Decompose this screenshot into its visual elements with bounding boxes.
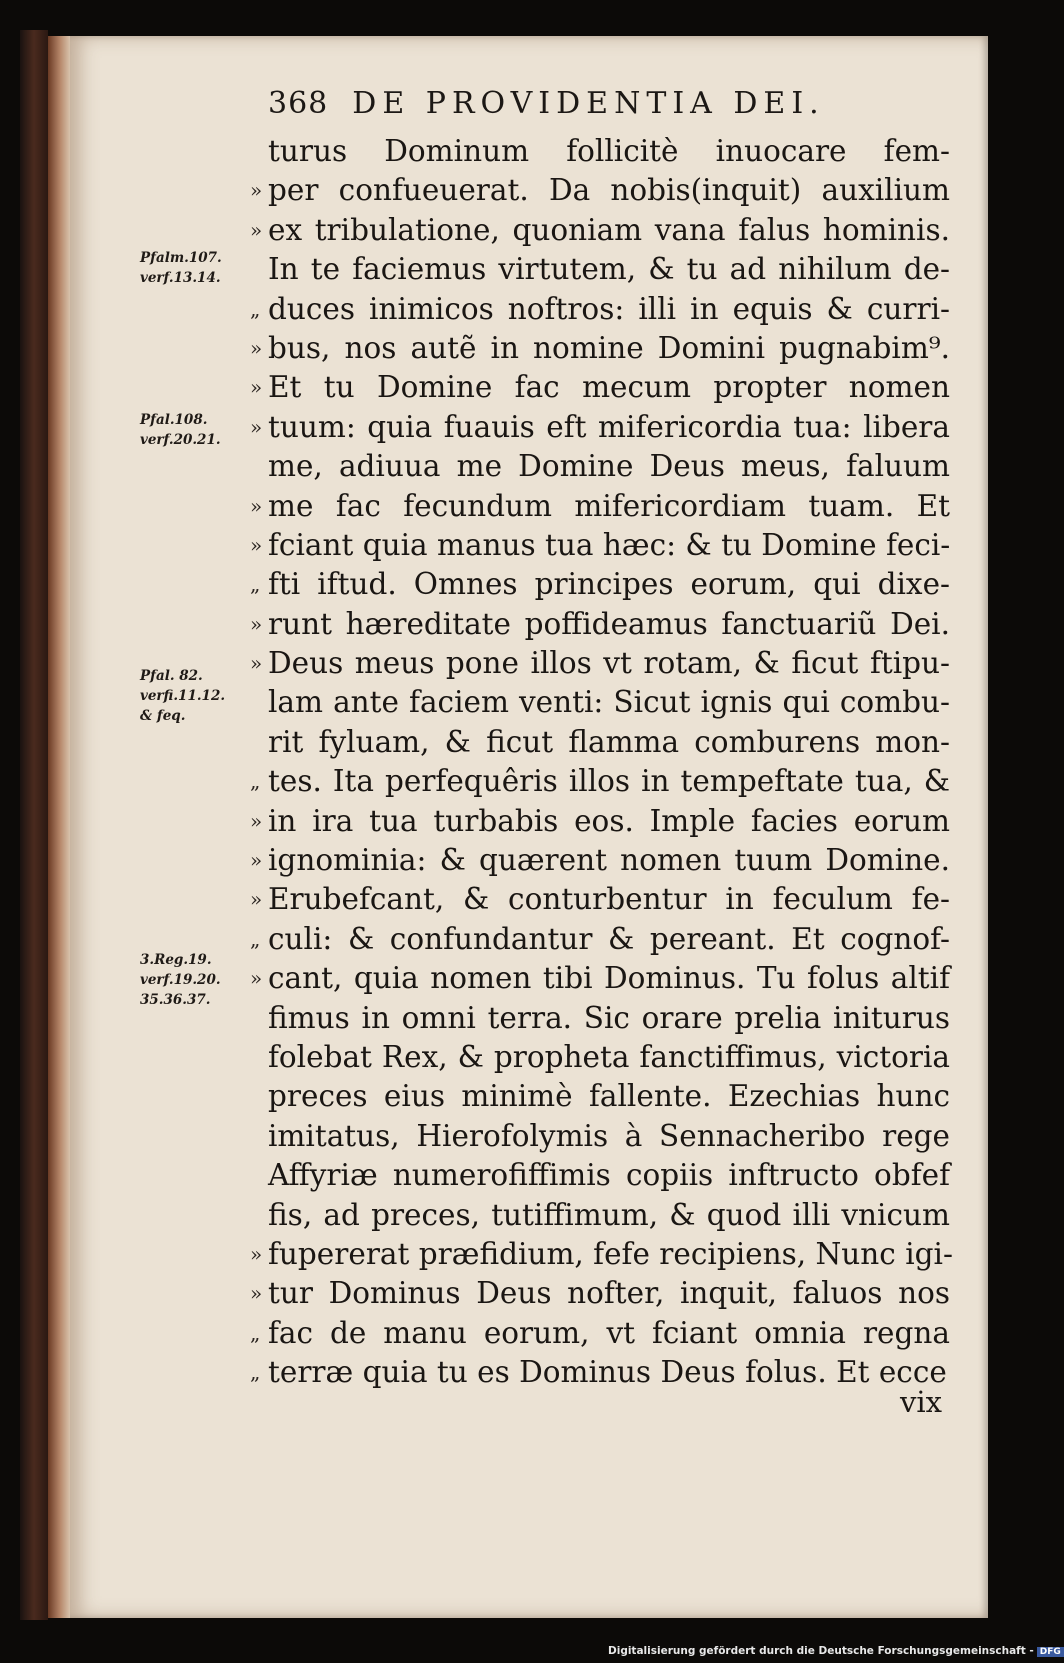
text-line [250, 644, 950, 683]
quotation-mark: „ [250, 1360, 261, 1385]
quotation-mark: » [250, 532, 263, 557]
quotation-mark: » [250, 808, 263, 833]
text-line [270, 683, 950, 722]
marginal-note: Pfalm.107. verf.13.14. [140, 250, 222, 286]
text-line [250, 841, 950, 880]
text-line [250, 1353, 950, 1392]
quotation-mark: „ [250, 296, 261, 321]
marginal-note: 3.Reg.19. verf.19.20. 35.36.37. [140, 952, 221, 1008]
quotation-mark: » [250, 1281, 263, 1306]
quotation-mark: » [250, 178, 263, 203]
text-line [250, 802, 950, 841]
quotation-mark: » [250, 887, 263, 912]
quotation-mark: » [250, 651, 263, 676]
page-number: 368 [268, 86, 329, 121]
line-text: per confueuerat. Da nobis(inquit) auxilium [268, 173, 950, 208]
line-text: preces eius minimè fallente. Ezechias hunc [268, 1079, 950, 1114]
quotation-mark: „ [250, 1320, 261, 1345]
quotation-mark: » [250, 217, 263, 242]
line-text: fac de manu eorum, vt fciant omnia regna [268, 1315, 950, 1350]
quotation-mark: » [250, 848, 263, 873]
text-line [270, 999, 950, 1038]
text-line [250, 1235, 953, 1274]
line-text: culi: & confundantur & pereant. Et cognof- [268, 921, 950, 956]
line-text: rit fyluam, & ficut flamma comburens mon- [268, 724, 950, 759]
line-text: Affyriæ numerofiffimis copiis inftructo obfef [268, 1158, 950, 1193]
text-line [250, 1274, 950, 1313]
text-line [250, 920, 950, 959]
quotation-mark: „ [250, 769, 261, 794]
marginal-note: Pfal. 82. verfi.11.12. & feq. [140, 668, 226, 724]
quotation-mark: » [250, 493, 263, 518]
text-line [250, 880, 950, 919]
line-text: fciant quia manus tua hæc: & tu Domine feci- [268, 527, 951, 562]
line-text: fimus in omni terra. Sic orare prelia initurus [268, 1000, 950, 1035]
line-text: in ira tua turbabis eos. Imple facies eorum [268, 803, 950, 838]
line-text: duces inimicos noftros: illi in equis & curri- [268, 291, 950, 326]
credit-text: Digitalisierung gefördert durch die Deutsche Forschungsgemeinschaft - [608, 1645, 1034, 1657]
text-line [270, 447, 950, 486]
text-line [250, 762, 950, 801]
catchword: vix [900, 1385, 943, 1419]
quotation-mark: » [250, 611, 263, 636]
text-line [250, 171, 950, 210]
quotation-mark: » [250, 375, 263, 400]
text-line [270, 132, 950, 171]
text-line [250, 290, 950, 329]
quotation-mark: » [250, 1241, 263, 1266]
text-line [250, 959, 950, 998]
text-line [270, 1196, 950, 1235]
line-text: Erubefcant, & conturbentur in feculum fe- [268, 882, 950, 917]
line-text: runt hæreditate poffideamus fanctuariũ Dei. [268, 606, 950, 641]
line-text: cant, quia nomen tibi Dominus. Tu folus altif [268, 961, 950, 996]
line-text: In te faciemus virtutem, & tu ad nihilum de- [268, 252, 950, 287]
quotation-mark: » [250, 335, 263, 360]
text-line [270, 250, 950, 289]
digitization-credit [608, 1645, 1061, 1657]
text-line [250, 211, 950, 250]
running-head [268, 86, 868, 126]
text-line [270, 1156, 950, 1195]
text-line [270, 1077, 950, 1116]
line-text: tuum: quia fuauis eft mifericordia tua: libera [268, 409, 950, 444]
quotation-mark: „ [250, 572, 261, 597]
text-line [250, 368, 950, 407]
text-line [250, 565, 950, 604]
line-text: lam ante faciem venti: Sicut ignis qui combu- [268, 685, 950, 720]
text-line [250, 1314, 950, 1353]
text-line [250, 487, 950, 526]
line-text: fti iftud. Omnes principes eorum, qui dixe- [268, 567, 950, 602]
text-line [270, 1038, 950, 1077]
line-text: Et tu Domine fac mecum propter nomen [268, 370, 950, 405]
running-title: DE PROVIDENTIA DEI. [352, 86, 825, 121]
line-text: ignominia: & quærent nomen tuum Domine. [268, 843, 950, 878]
line-text: me fac fecundum mifericordiam tuam. Et [268, 488, 950, 523]
line-text: fis, ad preces, tutiffimum, & quod illi vnicum [268, 1197, 950, 1232]
line-text: tur Dominus Deus nofter, inquit, faluos nos [268, 1276, 950, 1311]
line-text: folebat Rex, & propheta fanctiffimus, victoria [268, 1039, 950, 1074]
quotation-mark: » [250, 966, 263, 991]
dfg-logo: DFG [1037, 1647, 1064, 1657]
text-line [270, 723, 950, 762]
marginal-note: Pfal.108. verf.20.21. [140, 412, 221, 448]
book-spine [20, 30, 48, 1620]
text-line [250, 329, 950, 368]
text-line [250, 605, 950, 644]
line-text: imitatus, Hierofolymis à Sennacheribo rege [268, 1118, 950, 1153]
line-text: me, adiuua me Domine Deus meus, faluum [268, 449, 950, 484]
text-line [250, 408, 950, 447]
page-gutter-edge [48, 36, 70, 1618]
line-text: ex tribulatione, quoniam vana falus hominis. [268, 212, 950, 247]
text-line [250, 526, 951, 565]
quotation-mark: „ [250, 926, 261, 951]
line-text: terræ quia tu es Dominus Deus folus. Et ecce [268, 1355, 947, 1390]
line-text: fupererat præfidium, fefe recipiens, Nunc igi- [268, 1236, 953, 1271]
line-text: bus, nos autẽ in nomine Domini pugnabim⁹. [268, 330, 950, 365]
line-text: tes. Ita perfequêris illos in tempeftate tua, & [268, 764, 950, 799]
line-text: turus Dominum follicitè inuocare fem- [268, 134, 950, 168]
body-text [250, 132, 953, 1393]
text-line [270, 1117, 950, 1156]
quotation-mark: » [250, 414, 263, 439]
line-text: Deus meus pone illos vt rotam, & ficut ftipu- [268, 646, 950, 681]
